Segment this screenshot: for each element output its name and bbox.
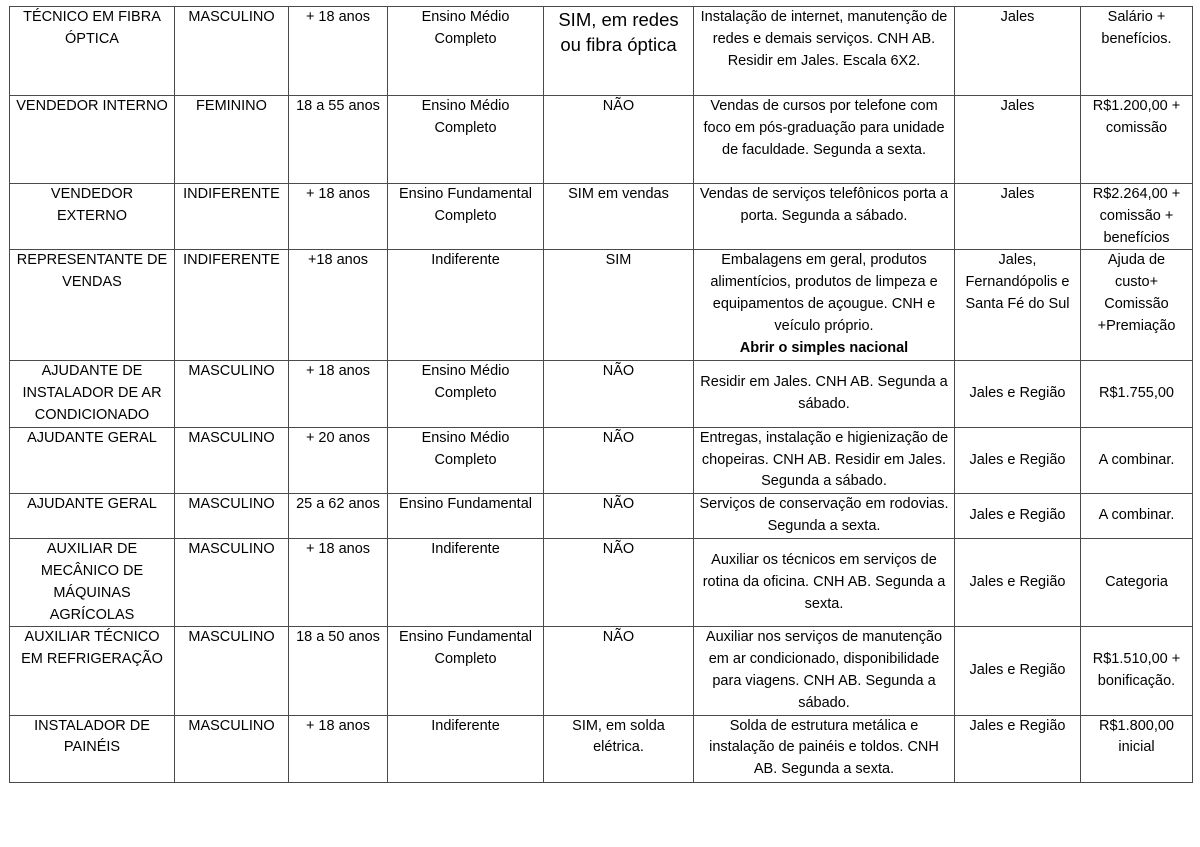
experiencia-cell: NÃO	[544, 539, 694, 627]
experiencia-cell: SIM, em redes ou fibra óptica	[544, 7, 694, 96]
idade-cell: + 18 anos	[289, 184, 388, 250]
cargo-cell: REPRESENTANTE DE VENDAS	[10, 250, 175, 361]
cargo-cell: VENDEDOR EXTERNO	[10, 184, 175, 250]
escolaridade-cell: Ensino Fundamental	[388, 494, 544, 539]
table-row	[10, 494, 1193, 539]
descricao-cell: Vendas de cursos por telefone com foco em pós-graduação para unidade de faculdade. Segunda a sexta.	[694, 96, 955, 184]
local-cell: Jales	[955, 184, 1081, 250]
cargo-cell: AUXILIAR TÉCNICO EM REFRIGERAÇÃO	[10, 627, 175, 715]
experiencia-cell: SIM, em solda elétrica.	[544, 715, 694, 782]
local-cell: Jales	[955, 96, 1081, 184]
salario-cell: R$1.755,00	[1081, 361, 1193, 427]
cargo-cell: AUXILIAR DE MECÂNICO DE MÁQUINAS AGRÍCOLAS	[10, 539, 175, 627]
experiencia-cell: NÃO	[544, 96, 694, 184]
local-cell: Jales e Região	[955, 715, 1081, 782]
idade-cell: +18 anos	[289, 250, 388, 361]
descricao-cell: Serviços de conservação em rodovias. Segunda a sexta.	[694, 494, 955, 539]
sexo-cell: INDIFERENTE	[175, 250, 289, 361]
local-cell: Jales e Região	[955, 361, 1081, 427]
table-row	[10, 627, 1193, 715]
table-row	[10, 539, 1193, 627]
escolaridade-cell: Ensino Fundamental Completo	[388, 627, 544, 715]
idade-cell: 18 a 50 anos	[289, 627, 388, 715]
cargo-cell: AJUDANTE DE INSTALADOR DE AR CONDICIONADO	[10, 361, 175, 427]
salario-cell: R$2.264,00 + comissão + benefícios	[1081, 184, 1193, 250]
idade-cell: + 18 anos	[289, 715, 388, 782]
local-cell: Jales e Região	[955, 539, 1081, 627]
idade-cell: 18 a 55 anos	[289, 96, 388, 184]
experiencia-cell: NÃO	[544, 361, 694, 427]
experiencia-cell: SIM	[544, 250, 694, 361]
sexo-cell: MASCULINO	[175, 539, 289, 627]
experiencia-cell: SIM em vendas	[544, 184, 694, 250]
escolaridade-cell: Ensino Fundamental Completo	[388, 184, 544, 250]
descricao-text: Embalagens em geral, produtos alimentícios, produtos de limpeza e equipamentos de açougue. CNH e veículo próprio.	[710, 252, 938, 334]
cargo-cell: AJUDANTE GERAL	[10, 494, 175, 539]
idade-cell: + 18 anos	[289, 361, 388, 427]
cargo-cell: AJUDANTE GERAL	[10, 427, 175, 493]
escolaridade-cell: Indiferente	[388, 715, 544, 782]
sexo-cell: MASCULINO	[175, 494, 289, 539]
escolaridade-cell: Indiferente	[388, 539, 544, 627]
local-cell: Jales e Região	[955, 627, 1081, 715]
sexo-cell: MASCULINO	[175, 427, 289, 493]
salario-cell: A combinar.	[1081, 494, 1193, 539]
local-cell: Jales e Região	[955, 427, 1081, 493]
cargo-cell: VENDEDOR INTERNO	[10, 96, 175, 184]
escolaridade-cell: Ensino Médio Completo	[388, 96, 544, 184]
table-row	[10, 427, 1193, 493]
local-cell: Jales e Região	[955, 494, 1081, 539]
escolaridade-cell: Ensino Médio Completo	[388, 427, 544, 493]
experiencia-cell: NÃO	[544, 427, 694, 493]
experiencia-cell: NÃO	[544, 627, 694, 715]
table-row	[10, 250, 1193, 361]
table-row	[10, 361, 1193, 427]
salario-cell: Ajuda de custo+ Comissão +Premiação	[1081, 250, 1193, 361]
descricao-cell: Auxiliar nos serviços de manutenção em ar condicionado, disponibilidade para viagens. CNH AB. Segunda a sábado.	[694, 627, 955, 715]
salario-cell: Salário + benefícios.	[1081, 7, 1193, 96]
experiencia-cell: NÃO	[544, 494, 694, 539]
descricao-destaque: Abrir o simples nacional	[739, 339, 909, 356]
descricao-cell	[694, 250, 955, 361]
descricao-cell: Auxiliar os técnicos em serviços de rotina da oficina. CNH AB. Segunda a sexta.	[694, 539, 955, 627]
table-row	[10, 7, 1193, 96]
salario-cell: R$1.510,00 + bonificação.	[1081, 627, 1193, 715]
local-cell: Jales, Fernandópolis e Santa Fé do Sul	[955, 250, 1081, 361]
descricao-cell: Residir em Jales. CNH AB. Segunda a sábado.	[694, 361, 955, 427]
escolaridade-cell: Indiferente	[388, 250, 544, 361]
sexo-cell: MASCULINO	[175, 361, 289, 427]
descricao-cell: Solda de estrutura metálica e instalação de painéis e toldos. CNH AB. Segunda a sexta.	[694, 715, 955, 782]
salario-cell: A combinar.	[1081, 427, 1193, 493]
local-cell: Jales	[955, 7, 1081, 96]
salario-cell: Categoria	[1081, 539, 1193, 627]
job-listings-table	[9, 6, 1193, 783]
descricao-cell: Vendas de serviços telefônicos porta a porta. Segunda a sábado.	[694, 184, 955, 250]
sexo-cell: MASCULINO	[175, 715, 289, 782]
sexo-cell: MASCULINO	[175, 627, 289, 715]
descricao-cell: Instalação de internet, manutenção de redes e demais serviços. CNH AB. Residir em Jales. Escala 6X2.	[694, 7, 955, 96]
table-row	[10, 715, 1193, 782]
table-row	[10, 184, 1193, 250]
cargo-cell: TÉCNICO EM FIBRA ÓPTICA	[10, 7, 175, 96]
idade-cell: + 18 anos	[289, 539, 388, 627]
cargo-cell: INSTALADOR DE PAINÉIS	[10, 715, 175, 782]
escolaridade-cell: Ensino Médio Completo	[388, 361, 544, 427]
idade-cell: + 20 anos	[289, 427, 388, 493]
salario-cell: R$1.800,00 inicial	[1081, 715, 1193, 782]
sexo-cell: INDIFERENTE	[175, 184, 289, 250]
idade-cell: 25 a 62 anos	[289, 494, 388, 539]
idade-cell: + 18 anos	[289, 7, 388, 96]
sexo-cell: FEMININO	[175, 96, 289, 184]
descricao-cell: Entregas, instalação e higienização de chopeiras. CNH AB. Residir em Jales. Segunda a sábado.	[694, 427, 955, 493]
salario-cell: R$1.200,00 + comissão	[1081, 96, 1193, 184]
escolaridade-cell: Ensino Médio Completo	[388, 7, 544, 96]
sexo-cell: MASCULINO	[175, 7, 289, 96]
table-row	[10, 96, 1193, 184]
